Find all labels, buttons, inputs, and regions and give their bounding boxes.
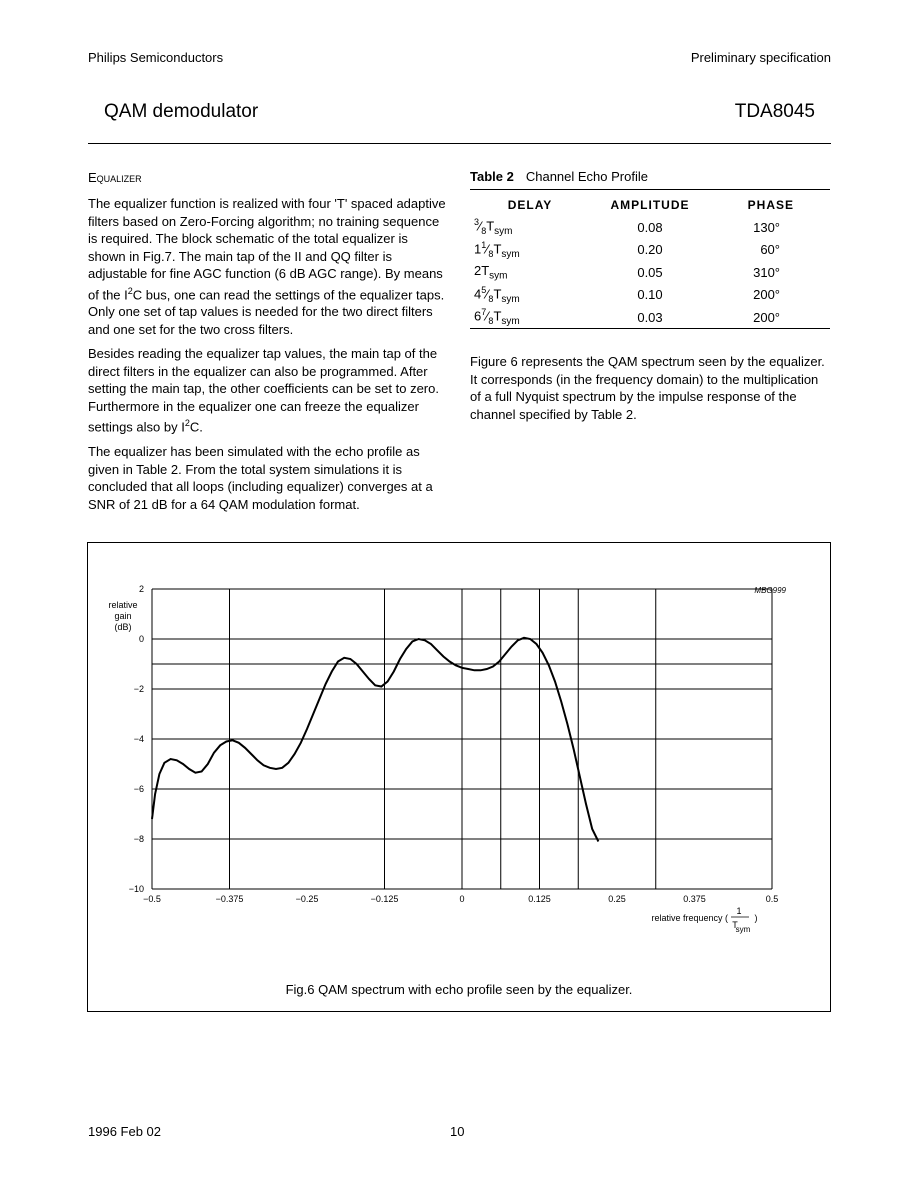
x-tick-label: −0.25 [295, 894, 319, 904]
x-tick-label: −0.375 [215, 894, 244, 904]
delay-cell: $1^1⁄_8T_{sym}$ [474, 239, 520, 260]
phase-cell: 130° [753, 219, 780, 235]
table-row [470, 306, 830, 329]
table-row [470, 239, 830, 262]
y-axis-label-line: gain [114, 611, 132, 621]
amplitude-cell: 0.20 [637, 242, 663, 258]
phase-cell: 310° [753, 264, 780, 280]
paragraph-1: The equalizer function is realized with four 'T' spaced adaptive filters based on Zero-Forcing algorithm; no training sequence is required. The block schematic of the total equalizer is shown in Fig.7. The main tap of the II and QQ filter is adjustable for fine AGC function (6 dB AGC range). By means of the $I^2C$ bus, one can read the settings of the equalizer taps. Only one set of tap values is needed for the two direct filters and one set for the two cross filters. [88, 196, 446, 337]
company-name: Philips Semiconductors [88, 50, 224, 65]
table-row [470, 284, 830, 307]
y-tick-label: −10 [128, 884, 144, 894]
page-title: QAM demodulator [104, 101, 259, 122]
qam-spectrum-chart [87, 542, 831, 972]
table-title: Channel Echo Profile [525, 169, 648, 184]
y-axis-label-line: (dB) [114, 622, 132, 632]
x-tick-label: 0.25 [608, 894, 626, 904]
section-heading: Equalizer [88, 170, 142, 185]
table-caption [470, 169, 648, 184]
x-tick-label: −0.125 [370, 894, 399, 904]
x-tick-label: 0.5 [765, 894, 779, 904]
x-axis-label [651, 906, 757, 934]
page-number: 10 [450, 1124, 465, 1139]
table-header-phase: PHASE [747, 198, 794, 212]
x-axis-label-close: ) [754, 913, 758, 923]
paragraph-3: The equalizer has been simulated with the echo profile as given in Table 2. From the total system simulations it is concluded that all loops (including equalizer) converges at a SNR of 21 dB for a 64 QAM modulation format. [88, 444, 433, 512]
amplitude-cell: 0.08 [637, 219, 663, 235]
table-top-rule [470, 189, 830, 190]
gain-curve [152, 638, 598, 842]
x-tick-label: 0 [459, 894, 465, 904]
phase-cell: 200° [753, 287, 780, 303]
figure-code: MBG999 [754, 586, 786, 595]
table-header-amplitude: AMPLITUDE [610, 198, 690, 212]
document-type: Preliminary specification [690, 50, 831, 65]
delay-cell: $2T_{sym}$ [474, 262, 508, 282]
table-label: Table 2 [470, 169, 514, 184]
echo-profile-table [470, 194, 830, 329]
y-tick-label: 2 [138, 584, 144, 594]
phase-cell: 60° [760, 242, 780, 258]
y-tick-label: −6 [133, 784, 144, 794]
x-axis-label-numerator: 1 [736, 906, 742, 916]
y-tick-label: −2 [133, 684, 144, 694]
table-row [470, 216, 830, 239]
x-tick-label: 0.375 [683, 894, 706, 904]
header-rule [88, 143, 831, 144]
delay-cell: $6^7⁄_8T_{sym}$ [470, 306, 590, 329]
amplitude-cell: 0.05 [637, 264, 663, 280]
footer-date: 1996 Feb 02 [88, 1124, 162, 1139]
x-axis-label-subscript: sym [735, 925, 751, 934]
amplitude-cell: 0.03 [590, 306, 710, 329]
y-tick-label: −8 [133, 834, 144, 844]
paragraph-2: Besides reading the equalizer tap values, the main tap of the direct filters in the equalizer can also be programmed. After setting the main tap, the other coefficients can be set to zero. Furthermore in the equalizer one can freeze the equalizer settings also by $I^2C$. [88, 346, 439, 435]
x-tick-label: 0.125 [528, 894, 551, 904]
figure-description: Figure 6 represents the QAM spectrum seen by the equalizer. It corresponds (in the frequency domain) to the multiplication of a full Nyquist spectrum by the impulse response of the channel specified by Table 2. [470, 354, 825, 422]
y-axis-label-line: relative [108, 600, 138, 610]
figure-caption: Fig.6 QAM spectrum with echo profile seen by the equalizer. [285, 982, 633, 997]
y-axis-label [108, 600, 137, 632]
table-row [470, 261, 830, 284]
x-axis-label-denominator: T [732, 920, 738, 930]
phase-cell: 200° [710, 306, 830, 329]
delay-cell: $^3⁄_8T_{sym}$ [474, 217, 513, 238]
delay-cell: $4^5⁄_8T_{sym}$ [474, 284, 520, 305]
x-axis-label-text: relative frequency ( [651, 913, 728, 923]
y-tick-label: −4 [133, 734, 144, 744]
y-tick-label: 0 [138, 634, 144, 644]
part-number: TDA8045 [734, 101, 815, 122]
amplitude-cell: 0.10 [637, 287, 663, 303]
x-tick-label: −0.5 [143, 894, 161, 904]
table-header-delay: DELAY [507, 198, 553, 212]
